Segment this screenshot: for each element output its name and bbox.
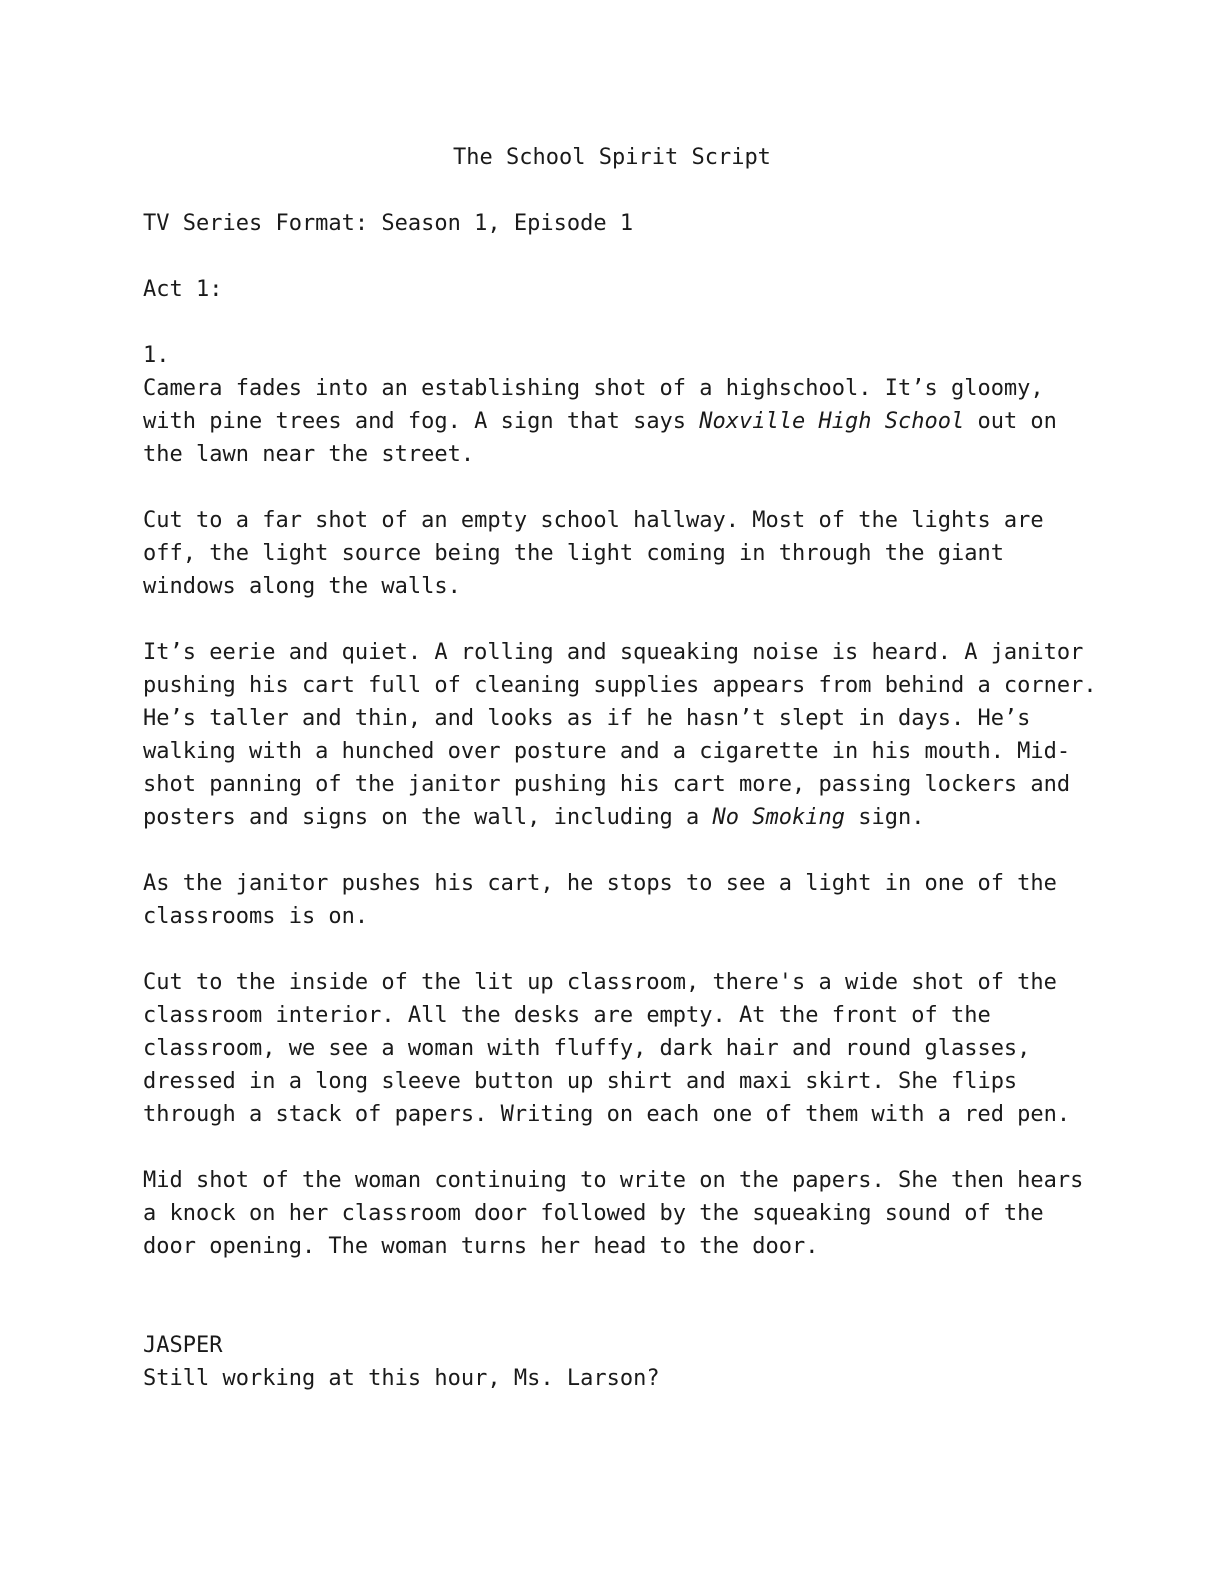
dialogue-line: Still working at this hour, Ms. Larson? xyxy=(143,1366,660,1391)
paragraph-classroom-interior: Cut to the inside of the lit up classroom, there's a wide shot of the classroom interior. All the desks are empty. At the front of the classroom, we see a woman with fluffy, dark hair and round glasses, dressed in a long sleeve button up shirt and maxi skirt. She flips through a stack of papers. Writing on each one of them with a red pen. xyxy=(143,970,1071,1127)
paragraph-knock: Mid shot of the woman continuing to write on the papers. She then hears a knock on her classroom door followed by the squeaking sound of the door opening. The woman turns her head to the door. xyxy=(143,1168,1084,1259)
sign-text: No Smoking xyxy=(712,805,845,830)
paragraph-text: sign. xyxy=(845,805,925,830)
character-name: JASPER xyxy=(143,1333,223,1358)
paragraph-janitor xyxy=(143,636,1103,834)
paragraph-text: It’s eerie and quiet. A rolling and squeaking noise is heard. A janitor pushing his cart full of cleaning supplies appears from behind a corner. He’s taller and thin, and looks as if he hasn’t slept in days. He’s walking with a hunched over posture and a cigarette in his mouth. Mid-shot panning of the janitor pushing his cart more, passing lockers and posters and signs on the wall, including a xyxy=(143,640,1097,830)
paragraph-text: out on the lawn near the street. xyxy=(143,409,1057,467)
paragraph-hallway: Cut to a far shot of an empty school hallway. Most of the lights are off, the light source being the light coming in through the giant windows along the walls. xyxy=(143,508,1044,599)
paragraph-establishing-shot xyxy=(143,372,1103,471)
paragraph-classroom-light: As the janitor pushes his cart, he stops to see a light in one of the classrooms is on. xyxy=(143,871,1057,929)
sign-text: Noxville High School xyxy=(699,409,965,434)
act-heading: Act 1: xyxy=(143,277,223,302)
format-line: TV Series Format: Season 1, Episode 1 xyxy=(143,211,634,236)
paragraph-text: Camera fades into an establishing shot of a highschool. It’s gloomy, with pine trees and fog. A sign that says xyxy=(143,376,1044,434)
document-title: The School Spirit Script xyxy=(453,145,771,170)
scene-number: 1. xyxy=(143,343,170,368)
